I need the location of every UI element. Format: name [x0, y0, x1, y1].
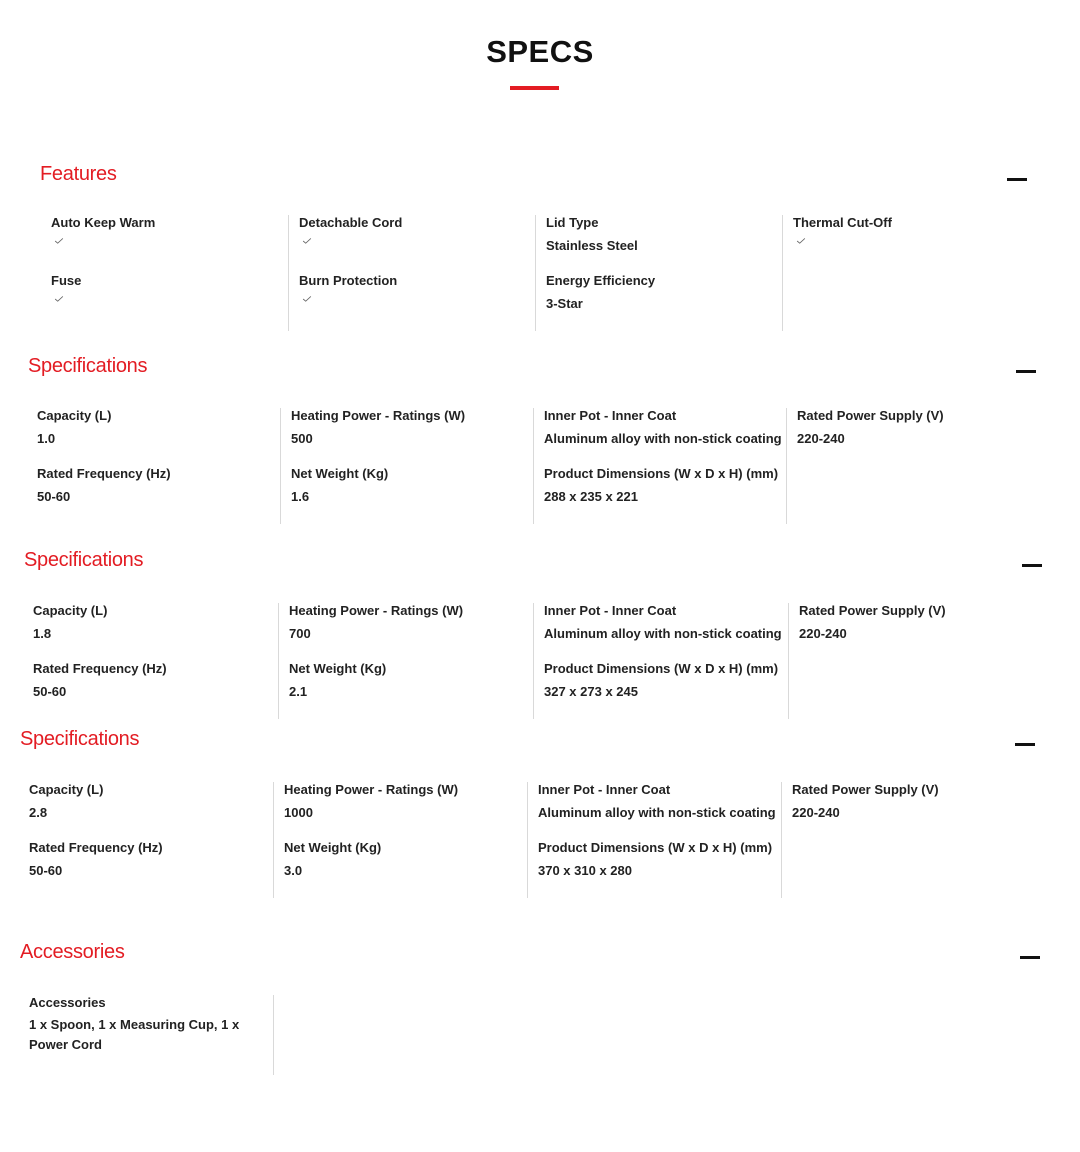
spec-label: Capacity (L) — [37, 408, 112, 423]
spec-label: Net Weight (Kg) — [291, 466, 389, 481]
spec-column — [273, 782, 527, 898]
minus-icon — [1020, 956, 1040, 959]
spec-label: Detachable Cord — [299, 215, 403, 230]
collapse-section-button[interactable] — [1016, 365, 1036, 379]
section-title[interactable]: Specifications — [24, 549, 144, 571]
spec-grid — [19, 782, 1035, 898]
spec-grid — [23, 603, 1043, 719]
spec-item — [33, 603, 278, 661]
spec-value: 2.1 — [289, 684, 308, 699]
spec-label: Rated Power Supply (V) — [799, 603, 946, 618]
spec-column — [41, 215, 288, 331]
title-underline — [510, 86, 559, 90]
spec-value: 3.0 — [284, 863, 303, 878]
spec-item — [546, 273, 782, 331]
spec-label: Energy Efficiency — [546, 273, 656, 288]
collapse-section-button[interactable] — [1020, 951, 1040, 965]
section-title[interactable]: Accessories — [20, 941, 125, 963]
spec-column — [782, 215, 1029, 331]
spec-column — [533, 603, 788, 719]
spec-item — [289, 603, 533, 661]
spec-item — [289, 661, 533, 719]
spec-label: Net Weight (Kg) — [289, 661, 387, 676]
spec-label: Rated Frequency (Hz) — [33, 661, 167, 676]
spec-label: Rated Power Supply (V) — [797, 408, 944, 423]
spec-item — [29, 840, 273, 898]
spec-item — [291, 466, 533, 524]
spec-item — [291, 408, 533, 466]
checkmark-icon — [54, 296, 64, 302]
section-title[interactable]: Features — [40, 163, 117, 185]
spec-value: 370 x 310 x 280 — [538, 863, 632, 878]
spec-column — [788, 603, 1043, 719]
spec-column — [533, 408, 786, 524]
section-title[interactable]: Specifications — [28, 355, 148, 377]
spec-item — [37, 466, 280, 524]
spec-column — [278, 603, 533, 719]
spec-value: 220-240 — [797, 431, 845, 446]
spec-label: Heating Power - Ratings (W) — [284, 782, 459, 797]
spec-column — [781, 782, 1035, 898]
spec-value: 50-60 — [29, 863, 63, 878]
spec-label: Auto Keep Warm — [51, 215, 156, 230]
spec-column — [527, 782, 781, 898]
spec-value: 1.6 — [291, 489, 310, 504]
spec-column — [19, 782, 273, 898]
minus-icon — [1007, 178, 1027, 181]
spec-grid — [41, 215, 1029, 331]
spec-item — [37, 408, 280, 466]
spec-item — [544, 408, 786, 466]
spec-item — [299, 215, 535, 273]
spec-item — [546, 215, 782, 273]
spec-value: Aluminum alloy with non-stick coating — [544, 431, 782, 446]
spec-value: Stainless Steel — [546, 238, 638, 253]
spec-value: Aluminum alloy with non-stick coating — [538, 805, 776, 820]
spec-label: Heating Power - Ratings (W) — [291, 408, 466, 423]
spec-value: 1000 — [284, 805, 313, 820]
spec-value: 220-240 — [799, 626, 847, 641]
minus-icon — [1015, 743, 1035, 746]
spec-item — [51, 215, 288, 273]
spec-item — [792, 782, 1035, 840]
spec-label: Product Dimensions (W x D x H) (mm) — [538, 840, 773, 855]
spec-value: 1.0 — [37, 431, 56, 446]
spec-column — [23, 603, 278, 719]
spec-label: Rated Frequency (Hz) — [29, 840, 163, 855]
spec-label: Inner Pot - Inner Coat — [544, 603, 677, 618]
spec-grid — [19, 995, 274, 1075]
spec-item — [538, 782, 781, 840]
spec-column — [288, 215, 535, 331]
minus-icon — [1022, 564, 1042, 567]
spec-item — [799, 603, 1043, 661]
spec-value: 288 x 235 x 221 — [544, 489, 638, 504]
spec-value: Aluminum alloy with non-stick coating — [544, 626, 782, 641]
spec-column — [280, 408, 533, 524]
section-title[interactable]: Specifications — [20, 728, 140, 750]
spec-label: Net Weight (Kg) — [284, 840, 382, 855]
spec-label: Product Dimensions (W x D x H) (mm) — [544, 466, 779, 481]
spec-item — [544, 466, 786, 524]
collapse-section-button[interactable] — [1015, 738, 1035, 752]
page-title: SPECS — [486, 34, 594, 69]
spec-label: Inner Pot - Inner Coat — [538, 782, 671, 797]
spec-value: 1.8 — [33, 626, 52, 641]
spec-grid — [27, 408, 1039, 524]
spec-label: Capacity (L) — [33, 603, 108, 618]
checkmark-icon — [302, 238, 312, 244]
spec-column — [535, 215, 782, 331]
spec-value: 327 x 273 x 245 — [544, 684, 638, 699]
spec-value: 50-60 — [33, 684, 67, 699]
spec-item — [544, 603, 788, 661]
spec-label: Heating Power - Ratings (W) — [289, 603, 464, 618]
spec-label: Capacity (L) — [29, 782, 104, 797]
spec-value: 700 — [289, 626, 311, 641]
spec-label: Lid Type — [546, 215, 599, 230]
spec-item — [299, 273, 535, 331]
spec-item — [29, 995, 259, 1055]
checkmark-icon — [796, 238, 806, 244]
spec-label: Burn Protection — [299, 273, 398, 288]
spec-value: 220-240 — [792, 805, 840, 820]
spec-column — [19, 995, 274, 1075]
spec-item — [797, 408, 1039, 466]
spec-label: Rated Power Supply (V) — [792, 782, 939, 797]
spec-item — [793, 215, 1029, 273]
spec-label: Rated Frequency (Hz) — [37, 466, 171, 481]
spec-column — [786, 408, 1039, 524]
spec-item — [33, 661, 278, 719]
checkmark-icon — [302, 296, 312, 302]
spec-label: Accessories — [29, 995, 106, 1010]
minus-icon — [1016, 370, 1036, 373]
spec-item — [51, 273, 288, 331]
spec-value: 1 x Spoon, 1 x Measuring Cup, 1 x Power Cord — [29, 1017, 240, 1052]
collapse-section-button[interactable] — [1022, 559, 1042, 573]
spec-item — [284, 840, 527, 898]
spec-value: 3-Star — [546, 296, 583, 311]
spec-item — [538, 840, 781, 898]
spec-item — [284, 782, 527, 840]
spec-item — [544, 661, 788, 719]
spec-value: 50-60 — [37, 489, 71, 504]
spec-value: 2.8 — [29, 805, 48, 820]
spec-label: Product Dimensions (W x D x H) (mm) — [544, 661, 779, 676]
spec-label: Fuse — [51, 273, 82, 288]
checkmark-icon — [54, 238, 64, 244]
spec-column — [27, 408, 280, 524]
spec-label: Inner Pot - Inner Coat — [544, 408, 677, 423]
collapse-section-button[interactable] — [1007, 173, 1027, 187]
spec-value: 500 — [291, 431, 313, 446]
spec-label: Thermal Cut-Off — [793, 215, 892, 230]
spec-item — [29, 782, 273, 840]
